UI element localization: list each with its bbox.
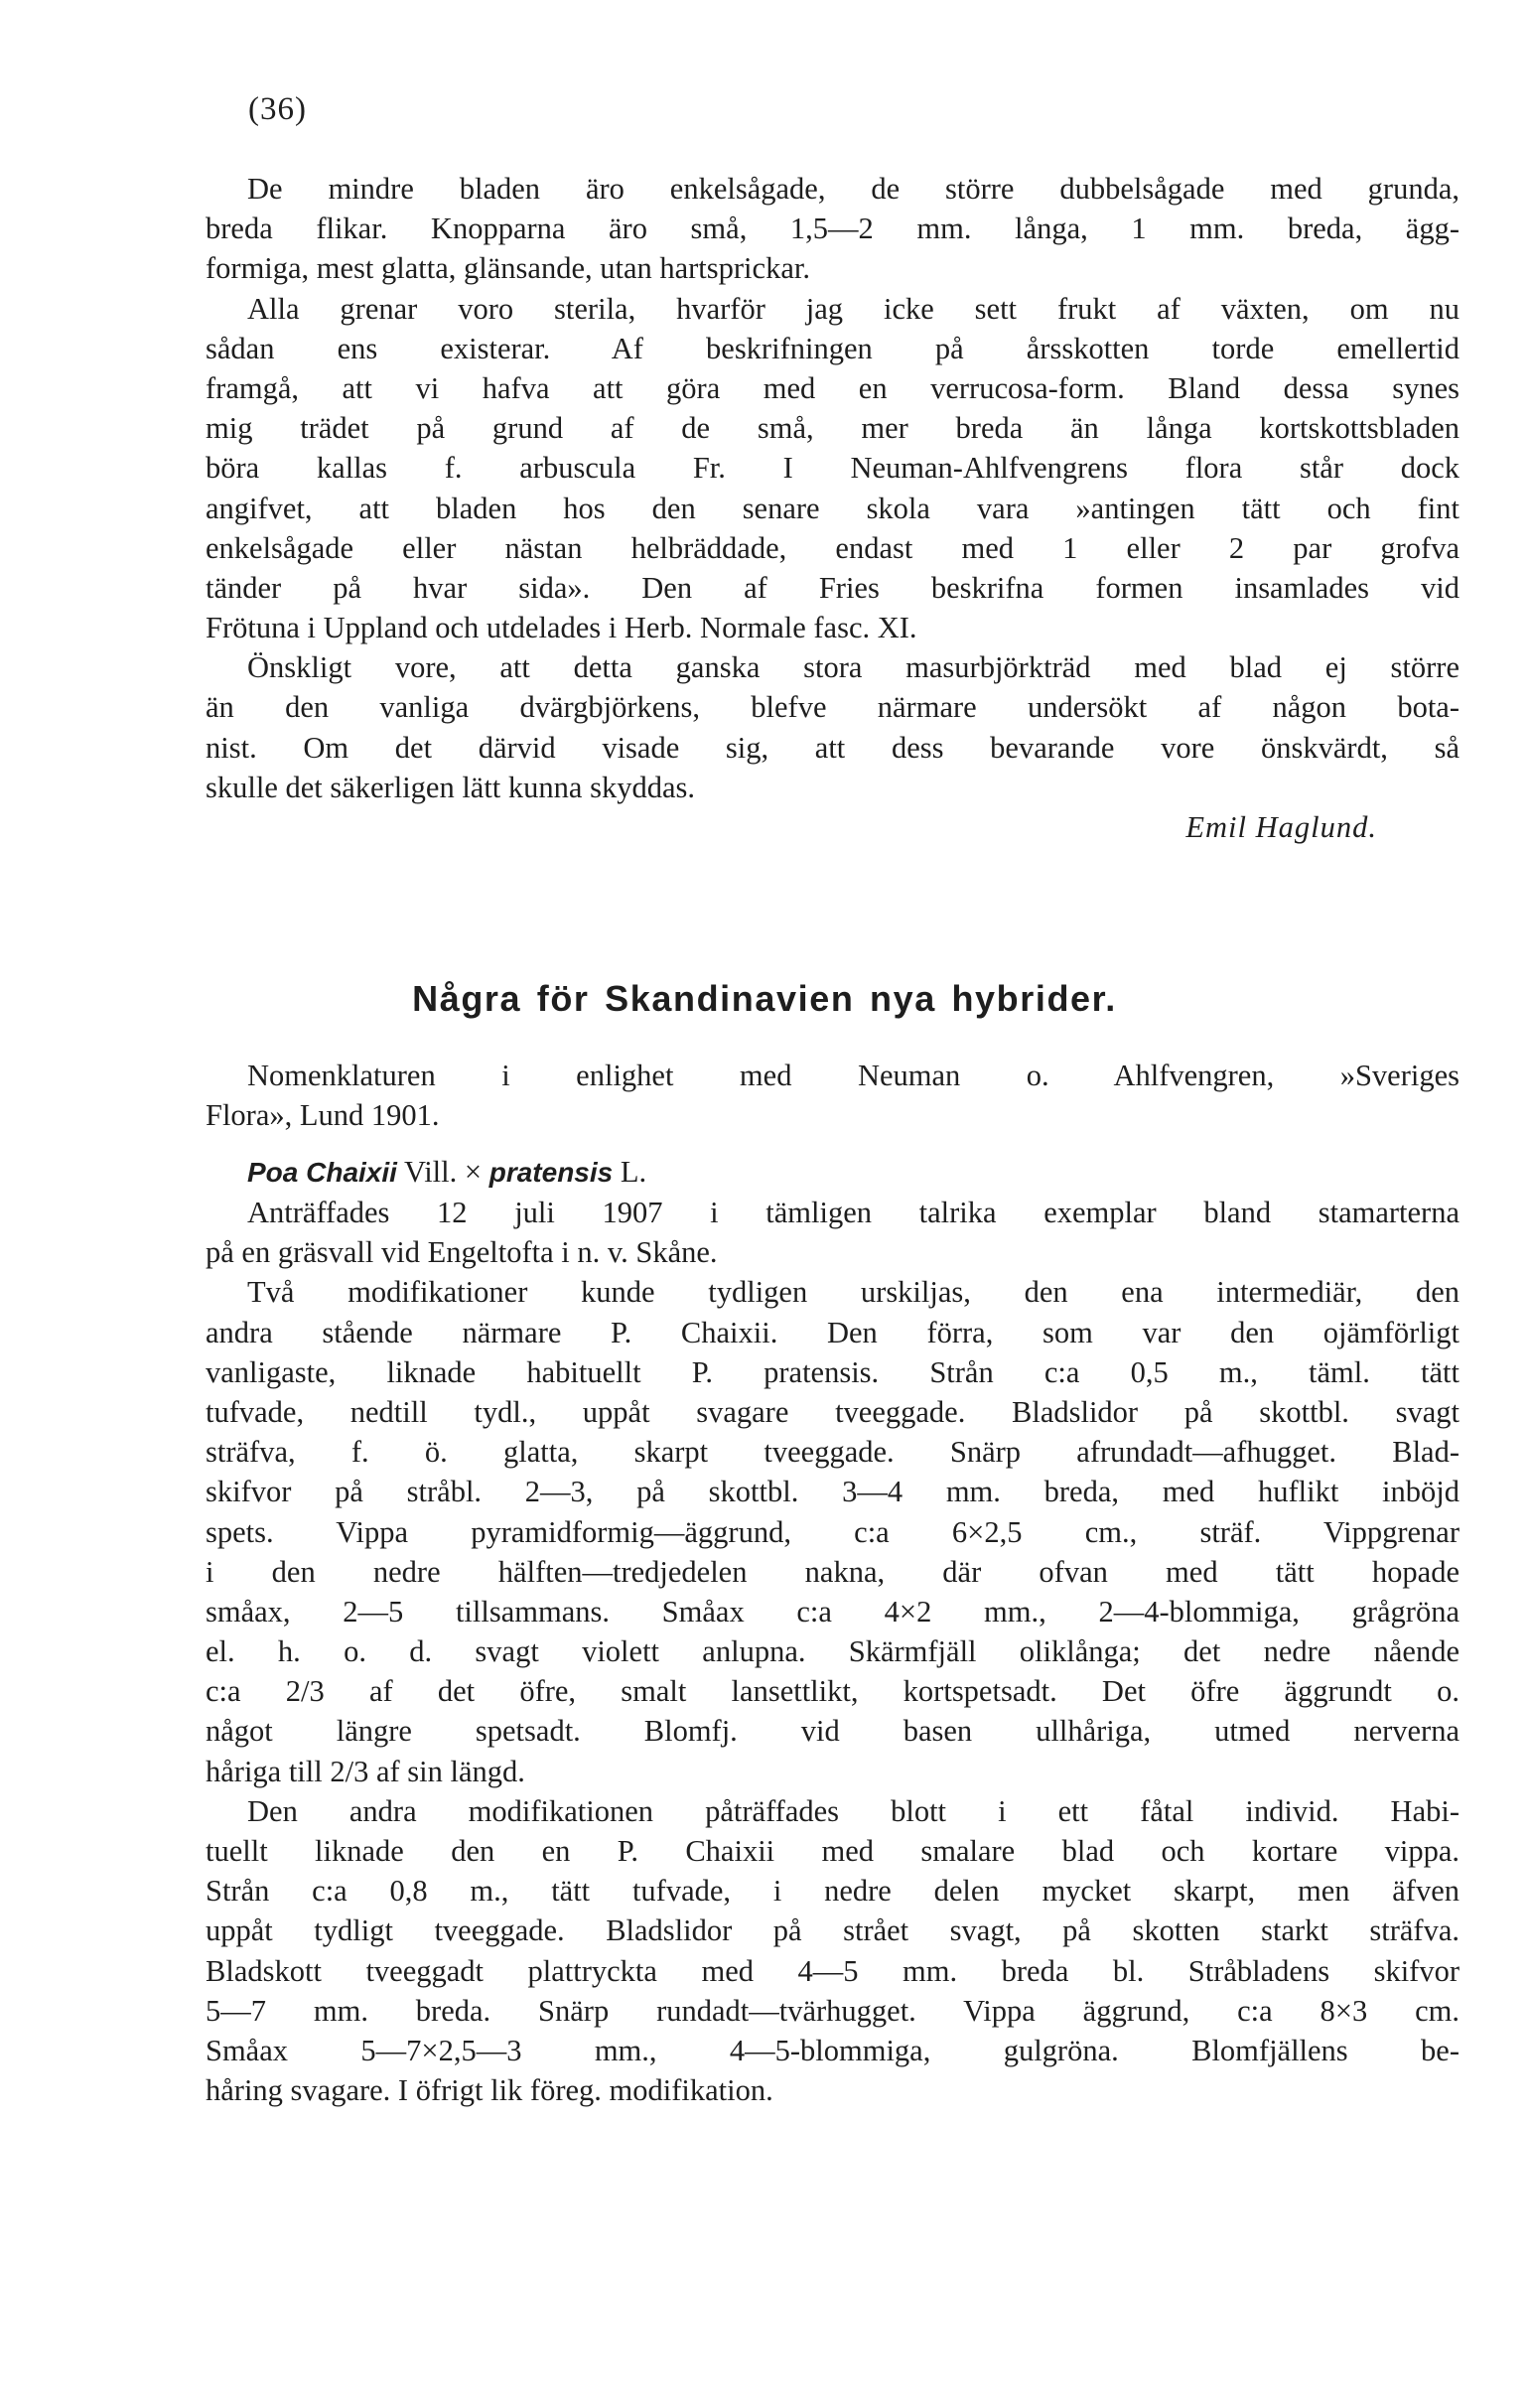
- text-line: framgå, att vi hafva att göra med en verrucosa-form. Bland dessa synes: [206, 370, 1460, 405]
- text-line: än den vanliga dvärgbjörkens, blefve närmare undersökt af någon bota-: [206, 690, 1460, 725]
- taxon-author: L.: [620, 1155, 647, 1189]
- text-line: tufvade, nedtill tydl., uppåt svagare tveeggade. Bladslidor på skottbl. svagt: [206, 1394, 1460, 1429]
- text-line: Den andra modifikationen påträffades blott i ett fåtal individ. Habi-: [247, 1793, 1460, 1828]
- text-line: småax, 2—5 tillsammans. Småax c:a 4×2 mm., 2—4-blommiga, grågröna: [206, 1594, 1460, 1629]
- text-line: Alla grenar voro sterila, hvarför jag icke sett frukt af växten, om nu: [247, 291, 1460, 326]
- text-line: Frötuna i Uppland och utdelades i Herb. Normale fasc. XI.: [206, 611, 917, 645]
- text-line: 5—7 mm. breda. Snärp rundadt—tvärhugget. Vippa äggrund, c:a 8×3 cm.: [206, 1993, 1460, 2028]
- page-number: (36): [248, 91, 307, 127]
- text-line: andra stående närmare P. Chaixii. Den förra, som var den ojämförligt: [206, 1315, 1460, 1349]
- author-signature: Emil Haglund.: [1185, 810, 1377, 844]
- text-line: skulle det säkerligen lätt kunna skyddas.: [206, 770, 695, 804]
- text-line: spets. Vippa pyramidformig—äggrund, c:a 6×2,5 cm., sträf. Vippgrenar: [206, 1514, 1460, 1549]
- text-line: mig trädet på grund af de små, mer breda än långa kortskottsbladen: [206, 411, 1460, 446]
- text-line: c:a 2/3 af det öfre, smalt lansettlikt, kortspetsadt. Det öfre äggrundt o.: [206, 1674, 1460, 1709]
- text-line: nist. Om det därvid visade sig, att dess bevarande vore önskvärdt, så: [206, 730, 1460, 765]
- text-line: på en gräsvall vid Engeltofta i n. v. Skåne.: [206, 1235, 718, 1270]
- text-line: håring svagare. I öfrigt lik föreg. modifikation.: [206, 2073, 773, 2108]
- text-line: Nomenklaturen i enlighet med Neuman o. Ahlfvengren, »Sveriges: [247, 1059, 1460, 1092]
- text-line: Önskligt vore, att detta ganska stora masurbjörkträd med blad ej större: [247, 650, 1460, 685]
- text-line: Strån c:a 0,8 m., tätt tufvade, i nedre delen mycket skarpt, men äfven: [206, 1874, 1460, 1909]
- text-line: i den nedre hälften—tredjedelen nakna, där ofvan med tätt hopade: [206, 1554, 1460, 1589]
- text-line: skifvor på stråbl. 2—3, på skottbl. 3—4 mm. breda, med huflikt inböjd: [206, 1475, 1460, 1509]
- text-line: något längre spetsadt. Blomfj. vid basen ullhåriga, utmed nerverna: [206, 1714, 1460, 1749]
- text-line: Bladskott tveeggadt plattryckta med 4—5 mm. breda bl. Stråbladens skifvor: [206, 1953, 1460, 1988]
- text-line: vanligaste, liknade habituellt P. pratensis. Strån c:a 0,5 m., täml. tätt: [206, 1354, 1460, 1389]
- section-heading: Några för Skandinavien nya hybrider.: [412, 978, 1117, 1019]
- text-line: Anträffades 12 juli 1907 i tämligen talrika exemplar bland stamarterna: [247, 1196, 1460, 1229]
- text-line: De mindre bladen äro enkelsågade, de större dubbelsågade med grunda,: [247, 172, 1460, 206]
- text-line: Två modifikationer kunde tydligen urskiljas, den ena intermediär, den: [247, 1275, 1460, 1310]
- intro-note: [206, 1056, 1460, 1135]
- taxon-name: pratensis: [488, 1157, 614, 1188]
- text-line: uppåt tydligt tveeggade. Bladslidor på strået svagt, på skotten starkt sträfva.: [206, 1913, 1460, 1948]
- section-birch-description: [206, 169, 1460, 847]
- species-title: [206, 1152, 1460, 1193]
- text-line: el. h. o. d. svagt violett anlupna. Skärmfjäll oliklånga; det nedre nående: [206, 1634, 1460, 1669]
- text-line: Småax 5—7×2,5—3 mm., 4—5-blommiga, gulgröna. Blomfjällens be-: [206, 2033, 1460, 2067]
- text-line: enkelsågade eller nästan helbräddade, endast med 1 eller 2 par grofva: [206, 530, 1460, 565]
- text-line: breda flikar. Knopparna äro små, 1,5—2 mm. långa, 1 mm. breda, ägg-: [206, 212, 1460, 246]
- taxon-author: Vill.: [404, 1155, 458, 1189]
- text-line: tuellt liknade den en P. Chaixii med smalare blad och kortare vippa.: [206, 1834, 1460, 1868]
- text-line: tänder på hvar sida». Den af Fries beskrifna formen insamlades vid: [206, 570, 1460, 605]
- taxon-name: Poa Chaixii: [247, 1157, 397, 1188]
- text-line: sådan ens existerar. Af beskrifningen på årsskotten torde emellertid: [206, 331, 1460, 365]
- text-line: böra kallas f. arbuscula Fr. I Neuman-Ahlfvengrens flora står dock: [206, 451, 1460, 486]
- text-line: håriga till 2/3 af sin längd.: [206, 1754, 525, 1788]
- species-entry: [206, 1152, 1460, 2110]
- text-line: formiga, mest glatta, glänsande, utan hartsprickar.: [206, 251, 810, 286]
- cross-symbol: ×: [464, 1155, 483, 1189]
- text-line: angifvet, att bladen hos den senare skola vara »antingen tätt och fint: [206, 491, 1460, 525]
- text-line: Flora», Lund 1901.: [206, 1098, 440, 1133]
- text-line: sträfva, f. ö. glatta, skarpt tveeggade. Snärp afrundadt—afhugget. Blad-: [206, 1435, 1460, 1470]
